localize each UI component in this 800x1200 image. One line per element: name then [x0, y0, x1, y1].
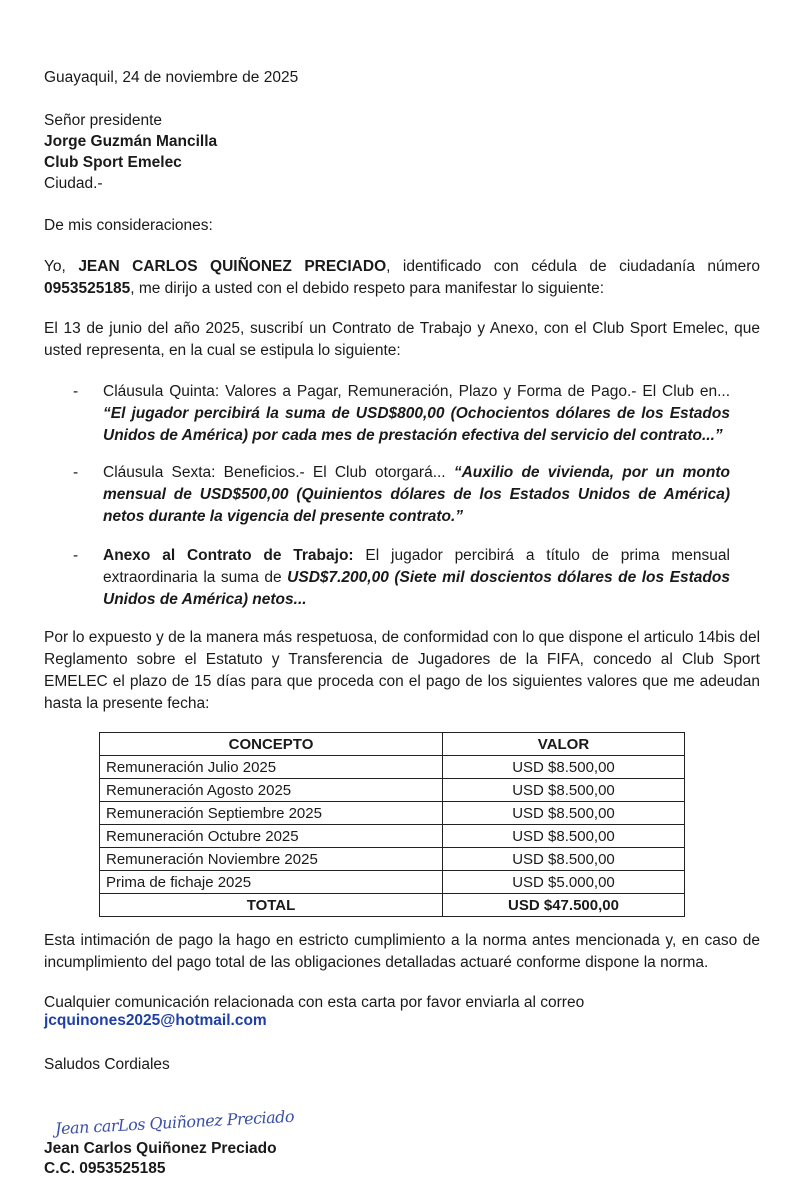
clause-1 — [103, 381, 730, 447]
signer-id: C.C. 0953525185 — [44, 1160, 166, 1177]
table-cell-concept: Remuneración Agosto 2025 — [100, 779, 443, 802]
recipient-organization: Club Sport Emelec — [44, 154, 182, 171]
signer-name: Jean Carlos Quiñonez Preciado — [44, 1140, 277, 1157]
clause-2-dash: - — [73, 464, 79, 481]
handwritten-signature: Jean carLos Quiñonez Preciado — [54, 1106, 295, 1139]
table-row — [100, 848, 685, 871]
clause-2-quote: “Auxilio de vivienda, por un monto mensual de USD$500,00 (Quinientos dólares de los Estados Unidos de América) netos durante la vigencia del presente contrato.” — [103, 464, 730, 525]
intro-paragraph — [44, 256, 760, 300]
table-cell-value: USD $8.500,00 — [443, 848, 685, 871]
closing-paragraph: Esta intimación de pago la hago en estricto cumplimiento a la norma antes mencionada y, en caso de incumplimiento del pago total de las obligaciones detalladas actuaré conforme dispone la norma. — [44, 932, 760, 971]
table-cell-value: USD $8.500,00 — [443, 779, 685, 802]
table-header-value: VALOR — [443, 733, 685, 756]
table-row — [100, 779, 685, 802]
sender-id-number: 0953525185 — [44, 280, 131, 297]
letter-date: Guayaquil, 24 de noviembre de 2025 — [44, 69, 299, 86]
clause-2-text: Cláusula Sexta: Beneficios.- El Club otorgará... — [103, 464, 454, 481]
demand-paragraph: Por lo expuesto y de la manera más respetuosa, de conformidad con lo que dispone el articulo 14bis del Reglamento sobre el Estatuto y Transferencia de Jugadores de la FIFA, concedo al Club Sport EMELEC el plazo de 15 días para que proceda con el pago de los siguientes valores que me adeudan hasta la presente fecha: — [44, 629, 761, 712]
table-row — [100, 756, 685, 779]
table-cell-value: USD $8.500,00 — [443, 756, 685, 779]
intro-text-3: , me dirijo a usted con el debido respeto para manifestar lo siguiente: — [130, 280, 605, 297]
clause-1-quote: “El jugador percibirá la suma de USD$800,00 (Ochocientos dólares de los Estados Unidos de América) por cada mes de prestación efectiva del servicio del contrato...” — [103, 405, 730, 444]
contact-line: Cualquier comunicación relacionada con esta carta por favor enviarla al correo — [44, 994, 585, 1011]
recipient-city: Ciudad.- — [44, 175, 103, 192]
table-row — [100, 825, 685, 848]
recipient-name: Jorge Guzmán Mancilla — [44, 133, 218, 150]
debt-table — [99, 732, 685, 917]
clause-1-text: Cláusula Quinta: Valores a Pagar, Remuneración, Plazo y Forma de Pago.- El Club en... — [103, 383, 730, 400]
intro-text-1: Yo, — [44, 258, 79, 275]
clause-1-dash: - — [73, 383, 79, 400]
sender-name: JEAN CARLOS QUIÑONEZ PRECIADO — [78, 258, 387, 275]
table-header-concept: CONCEPTO — [100, 733, 443, 756]
recipient-salutation: Señor presidente — [44, 112, 163, 129]
table-total-value: USD $47.500,00 — [443, 894, 685, 917]
clause-3-title: Anexo al Contrato de Trabajo: — [103, 547, 354, 564]
intro-text-2: , identificado con cédula de ciudadanía número — [386, 258, 760, 275]
table-header-row — [100, 733, 685, 756]
clause-2 — [103, 462, 730, 528]
clause-3-text: El jugador percibirá a título de prima mensual extraordinaria la suma de — [103, 547, 730, 586]
regards: Saludos Cordiales — [44, 1056, 170, 1073]
table-total-row — [100, 894, 685, 917]
table-cell-concept: Remuneración Noviembre 2025 — [100, 848, 443, 871]
table-cell-value: USD $8.500,00 — [443, 802, 685, 825]
table-row — [100, 802, 685, 825]
greeting: De mis consideraciones: — [44, 217, 213, 234]
table-cell-value: USD $5.000,00 — [443, 871, 685, 894]
table-total-label: TOTAL — [100, 894, 443, 917]
table-cell-concept: Remuneración Julio 2025 — [100, 756, 443, 779]
contract-paragraph: El 13 de junio del año 2025, suscribí un Contrato de Trabajo y Anexo, con el Club Sport Emelec, que usted representa, en la cual se estipula lo siguiente: — [44, 320, 760, 359]
table-cell-value: USD $8.500,00 — [443, 825, 685, 848]
table-cell-concept: Prima de fichaje 2025 — [100, 871, 443, 894]
clause-3-quote: USD$7.200,00 (Siete mil doscientos dólares de los Estados Unidos de América) netos... — [103, 569, 730, 608]
clause-3 — [103, 545, 730, 611]
contact-email[interactable]: jcquinones2025@hotmail.com — [44, 1012, 267, 1029]
table-cell-concept: Remuneración Septiembre 2025 — [100, 802, 443, 825]
table-cell-concept: Remuneración Octubre 2025 — [100, 825, 443, 848]
table-row — [100, 871, 685, 894]
clause-3-dash: - — [73, 547, 79, 564]
